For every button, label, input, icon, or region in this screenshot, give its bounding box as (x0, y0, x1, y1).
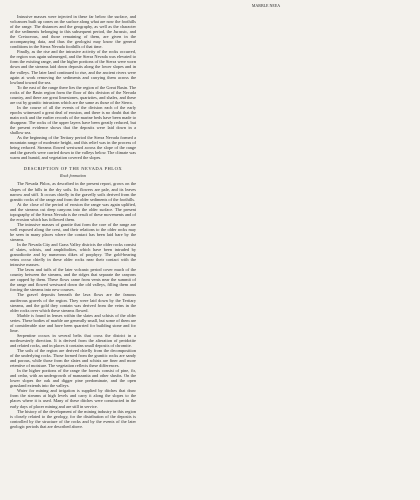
paragraph: Finally, as the rise and the intrusive activity of the rocks occurred, the region was again submerged, and the Sierra Nevada was elevated to form the existing range, and the higher portions of the Sierra were worn down and the streams laid down deposits along the lower slopes and in the valleys. The later land continued to rise, and the ancient rivers were again at work removing the sediments and carrying them across the lowland toward the sea. (10, 49, 136, 85)
section-heading: DESCRIPTION OF THE NEVADA PHLOX (23, 166, 123, 172)
paragraph: The intrusive masses of granite that form the core of the range are well exposed along the crest, and their relations to the older rocks may be seen in many places where the contact has been laid bare by the streams. (10, 221, 136, 242)
text-columns (10, 14, 410, 494)
paragraph: As the beginning of the Tertiary period the Sierra Nevada formed a mountain range of moderate height, and this relief was in the process of being reduced. Streams flowed westward across the slope of the range and the gravels were carried down to the valleys below. The climate was warm and humid, and vegetation covered the slopes. (10, 135, 136, 161)
paragraph: Intrusive masses were injected in these far below the surface, and volcanoes built up cones on the surface along what are now the foothills of the range. The distances and the geography, as well as the character of the sediments belonging to this subsequent period, the Jurassic, and the Cretaceous, and those remaining of them, are given in the accompanying data, and thus the geologist may know the general conditions in the Sierra Nevada foothills of that time. (10, 14, 136, 50)
paragraph: In the Nevada City and Grass Valley districts the older rocks consist of slates, schists, and amphibolites, which have been intruded by granodiorite and by numerous dikes of porphyry. The gold-bearing veins occur chiefly in these older rocks near their contact with the intrusive masses. (10, 242, 136, 268)
running-head-text: MARBLE NEEA (251, 3, 281, 8)
paragraph: Water for mining and irrigation is supplied by ditches that draw from the streams at high levels and carry it along the slopes to the places where it is used. Many of these ditches were constructed in the early days of placer mining and are still in service. (10, 388, 136, 409)
paragraph: The lavas and tuffs of the later volcanic period cover much of the country between the streams, and the ridges that separate the canyons are capped by them. These flows came from vents near the summit of the range and flowed westward down the old valleys, filling them and forcing the streams into new courses. (10, 267, 136, 293)
paragraph: The gravel deposits beneath the lava flows are the famous auriferous gravels of the region. They were laid down by the Tertiary streams, and the gold they contain was derived from the veins in the older rocks over which these streams flowed. (10, 292, 136, 313)
paragraph: The history of the development of the mining industry in this region is closely related to the geology, for the distribution of the deposits is controlled by the structure of the rocks and by the events of the later geologic periods that are described above. (10, 408, 136, 429)
paragraph: To the east of the range there lies the region of the Great Basin. The rocks of the Basin region form the floor of this division of the Nevada country, and there are great limestones, quartzites, and shales, and these are cut by granitic intrusions which are the same as those of the Sierra. (10, 84, 136, 105)
paragraph: In the course of all the events of the division each of the early epochs witnessed a great deal of erosion, and there is no doubt that the main rock and the earlier records of the marine beds have been made to disappear. The rocks of the upper layers have been greatly reduced, but the present evidence shows that the deposits were laid down in a shallow sea. (10, 104, 136, 136)
section-subheading: Rock formation (60, 173, 86, 179)
paragraph: The Nevada Phlox, as described in the present report, grows on the slopes of the hills in the dry soils. Its flowers are pale, and its leaves narrow and stiff. It occurs chiefly in the gravelly soils derived from the granitic rocks of the range and from the older sediments of the foothills. (10, 181, 136, 202)
paragraph: In the higher portions of the range the forests consist of pine, fir, and cedar, with an undergrowth of manzanita and other shrubs. On the lower slopes the oak and digger pine predominate, and the open grassland extends into the valleys. (10, 368, 136, 389)
paragraph: The soils of the region are derived chiefly from the decomposition of the underlying rocks. Those formed from the granitic rocks are sandy and porous, while those from the slates and schists are finer and more retentive of moisture. The vegetation reflects these differences. (10, 348, 136, 369)
paragraph: Serpentine occurs in several belts that cross the district in a northwesterly direction. It is derived from the alteration of peridotite and related rocks, and in places it contains small deposits of chromite. (10, 332, 136, 348)
paragraph: Marble is found in lenses within the slates and schists of the older series. These bodies of marble are generally small, but some of them are of considerable size and have been quarried for building stone and for lime. (10, 312, 136, 333)
running-head (0, 3, 420, 8)
paragraph: At the close of the period of erosion the range was again uplifted, and the streams cut deep canyons into the older surface. The present topography of the Sierra Nevada is the result of these movements and of the erosion which has followed them. (10, 201, 136, 222)
